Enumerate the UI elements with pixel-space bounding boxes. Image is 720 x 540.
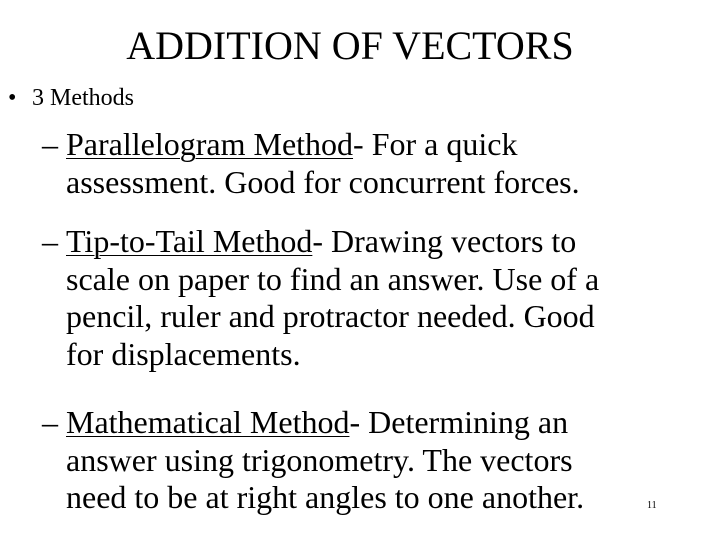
dash-icon: – xyxy=(42,223,58,259)
method-text: need to be at right angles to one another. xyxy=(66,479,585,515)
method-text: assessment. Good for concurrent forces. xyxy=(66,163,580,200)
method-text: pencil, ruler and protractor needed. Good xyxy=(66,298,595,334)
method-text: answer using trigonometry. The vectors xyxy=(66,441,573,478)
dash-icon: – xyxy=(42,126,58,162)
method-line xyxy=(42,126,580,164)
bullet-item xyxy=(8,82,134,114)
bullet-text: 3 Methods xyxy=(32,85,134,111)
method-text: scale on paper to find an answer. Use of a xyxy=(66,260,600,297)
bullet-icon: • xyxy=(8,85,17,111)
method-name: Parallelogram Method xyxy=(66,126,354,162)
method-mathematical xyxy=(42,404,584,517)
method-text: - For a quick xyxy=(353,126,518,162)
method-tip-to-tail xyxy=(42,223,599,373)
method-name: Tip-to-Tail Method xyxy=(66,223,313,259)
method-text: for displacements. xyxy=(66,335,301,372)
method-line xyxy=(42,404,584,442)
method-text: - Drawing vectors to xyxy=(312,223,577,259)
method-parallelogram xyxy=(42,126,580,201)
method-text: - Determining an xyxy=(349,404,569,440)
dash-icon: – xyxy=(42,404,58,440)
method-line xyxy=(42,223,599,261)
slide-title: ADDITION OF VECTORS xyxy=(126,23,574,68)
method-name: Mathematical Method xyxy=(66,404,350,440)
slide-number: 11 xyxy=(647,500,657,511)
